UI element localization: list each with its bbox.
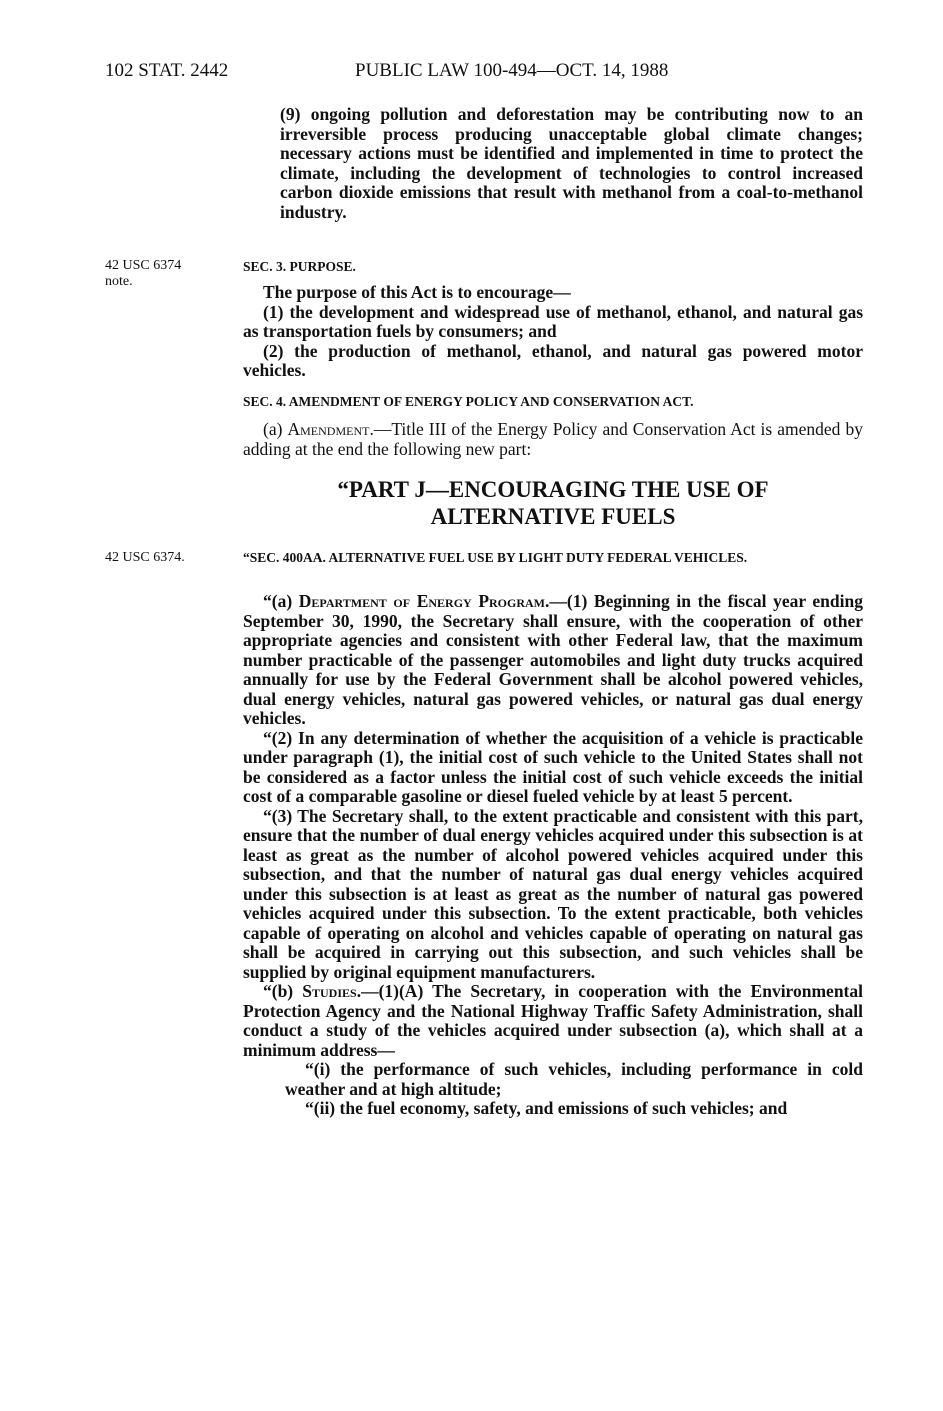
subsection-a-3: “(3) The Secretary shall, to the extent practicable and consistent with this part, ensure that the number of dual energy vehicles acquired under this subsection is at least as great as the number of alcohol powered vehicles acquired under this subsection, and that the number of natural gas dual energy vehicles acquired under this subsection is at least as great as the number of natural gas powered vehicles acquired under this subsection. To the extent practicable, both vehicles capable of operating on alcohol and vehicles capable of operating on natural gas shall be acquired in carrying out this subsection, and such vehicles shall be supplied by original equipment manufacturers. xyxy=(243,805,863,982)
subsection-b-ii: “(ii) the fuel economy, safety, and emissions of such vehicles; and xyxy=(305,1098,788,1118)
margin-note-usc-note xyxy=(105,258,181,290)
sec4-a-lead: (a) xyxy=(263,419,288,439)
margin-note-usc xyxy=(105,550,185,566)
a1-text: .—(1) Beginning in the fiscal year ending September 30, 1990, the Secretary shall ensure, with the cooperation of other appropriate agencies and consistent with other Federal law, that the maximum number practicable of the passenger automobiles and light duty trucks acquired annually for use by the Federal Government shall be alcohol powered vehicles, dual energy vehicles, natural gas powered vehicles, or natural gas dual energy vehicles. xyxy=(243,591,863,728)
subsection-a-1 xyxy=(243,592,863,729)
sec4-heading: SEC. 4. AMENDMENT OF ENERGY POLICY AND CONSERVATION ACT. xyxy=(243,394,694,409)
sec4-a-caption: Amendment xyxy=(287,419,370,439)
sec3-item-2: (2) the production of methanol, ethanol, and natural gas powered motor vehicles. xyxy=(243,340,863,380)
b-caption: Studies xyxy=(302,981,357,1001)
part-title-line-2: ALTERNATIVE FUELS xyxy=(430,504,676,529)
b-text: .—(1)(A) The Secretary, in cooperation with the Environmental Protection Agency and the National Highway Traffic Safety Administration, shall conduct a study of the vehicles acquired under subsection (a), which shall at a minimum address— xyxy=(243,981,864,1060)
sec4-subsection-a xyxy=(243,420,863,459)
law-title: PUBLIC LAW 100-494—OCT. 14, 1988 xyxy=(355,60,669,81)
page-reference: 102 STAT. 2442 xyxy=(105,60,229,81)
subsection-b-1 xyxy=(243,982,863,1060)
a1-caption: Department of Energy Program xyxy=(298,591,546,611)
part-j-title xyxy=(243,476,863,530)
margin-note-line: 42 USC 6374. xyxy=(105,550,185,565)
sec4-a-text: .—Title III of the Energy Policy and Conservation Act is amended by adding at the end the following new part: xyxy=(243,419,863,459)
sec3-intro: The purpose of this Act is to encourage— xyxy=(263,282,571,302)
sec3-heading: SEC. 3. PURPOSE. xyxy=(243,259,356,274)
a1-lead: “(a) xyxy=(263,591,299,611)
margin-note-line: note. xyxy=(105,274,133,289)
subsection-a-2: “(2) In any determination of whether the acquisition of a vehicle is practicable under paragraph (1), the initial cost of such vehicle to the United States shall not be considered as a factor unless the initial cost of such vehicle exceeds the initial cost of a comparable gasoline or diesel fueled vehicle by at least 5 percent. xyxy=(243,727,863,806)
sec3-item-1: (1) the development and widespread use of methanol, ethanol, and natural gas as transportation fuels by consumers; and xyxy=(243,301,863,341)
running-header xyxy=(105,60,865,84)
paragraph-9: (9) ongoing pollution and deforestation may be contributing now to an irreversible process producing unacceptable global climate changes; necessary actions must be identified and implemented in time to protect the climate, including the development of technologies to control increased carbon dioxide emissions that result with methanol from a coal-to-methanol industry. xyxy=(280,104,863,222)
margin-note-line: 42 USC 6374 xyxy=(105,258,182,273)
sec3-body xyxy=(243,283,863,381)
b-lead: “(b) xyxy=(263,981,303,1001)
subsection-b-i: “(i) the performance of such vehicles, including performance in cold weather and at high altitude; xyxy=(285,1059,863,1099)
sec400aa-heading: “SEC. 400AA. ALTERNATIVE FUEL USE BY LIGHT DUTY FEDERAL VEHICLES. xyxy=(243,550,748,565)
part-title-line-1: “PART J—ENCOURAGING THE USE OF xyxy=(337,477,769,502)
sec400aa-body xyxy=(243,592,863,1119)
